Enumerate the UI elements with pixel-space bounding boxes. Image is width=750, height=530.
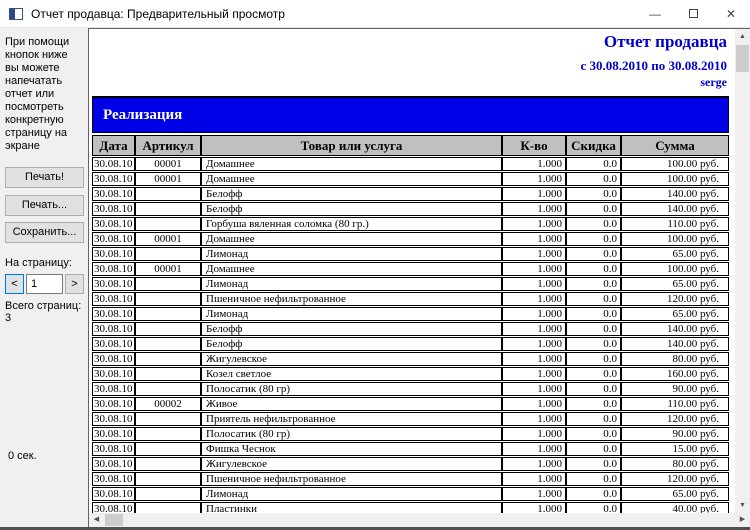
cell-product: Жигулевское bbox=[201, 457, 502, 471]
cell-sku: 00001 bbox=[135, 157, 201, 171]
table-row bbox=[92, 367, 729, 381]
page-nav-label: На страницу: bbox=[5, 257, 72, 269]
cell-sum: 65.00 руб. bbox=[621, 277, 729, 291]
cell-discount: 0.0 bbox=[566, 322, 621, 336]
cell-sku bbox=[135, 367, 201, 381]
table-row bbox=[92, 397, 729, 411]
cell-discount: 0.0 bbox=[566, 487, 621, 501]
scroll-right-icon[interactable]: ▶ bbox=[739, 516, 746, 523]
table-row bbox=[92, 172, 729, 186]
title-bar bbox=[0, 0, 750, 28]
table-row bbox=[92, 157, 729, 171]
cell-date: 30.08.10 bbox=[92, 292, 135, 306]
cell-date: 30.08.10 bbox=[92, 412, 135, 426]
table-row bbox=[92, 217, 729, 231]
table-row bbox=[92, 487, 729, 501]
table-header-row bbox=[92, 135, 729, 156]
cell-sku: 00001 bbox=[135, 262, 201, 276]
cell-product: Пшеничное нефильтрованное bbox=[201, 292, 502, 306]
cell-date: 30.08.10 bbox=[92, 427, 135, 441]
report-user: serge bbox=[700, 75, 727, 89]
cell-product: Козел светлое bbox=[201, 367, 502, 381]
close-button[interactable]: ✕ bbox=[725, 6, 737, 21]
preview-panel bbox=[88, 28, 750, 527]
cell-sum: 100.00 руб. bbox=[621, 172, 729, 186]
cell-discount: 0.0 bbox=[566, 157, 621, 171]
report-table bbox=[92, 134, 729, 513]
cell-date: 30.08.10 bbox=[92, 232, 135, 246]
cell-date: 30.08.10 bbox=[92, 217, 135, 231]
next-page-button[interactable]: > bbox=[65, 274, 84, 294]
header-qty: К-во bbox=[502, 135, 566, 156]
cell-date: 30.08.10 bbox=[92, 367, 135, 381]
table-row bbox=[92, 262, 729, 276]
table-row bbox=[92, 277, 729, 291]
report-title: Отчет продавца bbox=[603, 32, 727, 51]
table-row bbox=[92, 202, 729, 216]
cell-discount: 0.0 bbox=[566, 412, 621, 426]
cell-discount: 0.0 bbox=[566, 472, 621, 486]
elapsed-time-label: 0 сек. bbox=[8, 450, 37, 462]
cell-sum: 100.00 руб. bbox=[621, 262, 729, 276]
minimize-button[interactable]: — bbox=[649, 6, 661, 21]
cell-date: 30.08.10 bbox=[92, 442, 135, 456]
cell-sku bbox=[135, 187, 201, 201]
cell-discount: 0.0 bbox=[566, 292, 621, 306]
report-period: с 30.08.2010 по 30.08.2010 bbox=[580, 58, 727, 73]
cell-qty: 1.000 bbox=[502, 232, 566, 246]
table-row bbox=[92, 247, 729, 261]
cell-date: 30.08.10 bbox=[92, 277, 135, 291]
cell-sum: 65.00 руб. bbox=[621, 307, 729, 321]
cell-qty: 1.000 bbox=[502, 382, 566, 396]
page-nav bbox=[5, 274, 84, 294]
cell-sku bbox=[135, 412, 201, 426]
table-row bbox=[92, 232, 729, 246]
cell-qty: 1.000 bbox=[502, 217, 566, 231]
cell-discount: 0.0 bbox=[566, 397, 621, 411]
print-dialog-button[interactable]: Печать... bbox=[5, 195, 84, 216]
maximize-button[interactable] bbox=[674, 0, 712, 28]
cell-sku bbox=[135, 502, 201, 513]
cell-date: 30.08.10 bbox=[92, 247, 135, 261]
cell-sku bbox=[135, 427, 201, 441]
vertical-scroll-thumb[interactable] bbox=[736, 45, 749, 72]
cell-date: 30.08.10 bbox=[92, 352, 135, 366]
scroll-left-icon[interactable]: ◀ bbox=[93, 516, 100, 523]
cell-qty: 1.000 bbox=[502, 202, 566, 216]
cell-discount: 0.0 bbox=[566, 172, 621, 186]
cell-product: Горбуша вяленная соломка (80 гр.) bbox=[201, 217, 502, 231]
instructions-text: При помощи кнопок ниже вы можете напечатать отчет или посмотреть конкретную страницу на экране bbox=[5, 36, 70, 152]
page-number-input[interactable] bbox=[26, 274, 63, 294]
cell-sum: 140.00 руб. bbox=[621, 202, 729, 216]
cell-sum: 65.00 руб. bbox=[621, 487, 729, 501]
cell-date: 30.08.10 bbox=[92, 502, 135, 513]
cell-sum: 15.00 руб. bbox=[621, 442, 729, 456]
cell-sum: 140.00 руб. bbox=[621, 322, 729, 336]
cell-sum: 100.00 руб. bbox=[621, 232, 729, 246]
cell-sku: 00001 bbox=[135, 172, 201, 186]
header-sku: Артикул bbox=[135, 135, 201, 156]
cell-discount: 0.0 bbox=[566, 307, 621, 321]
cell-discount: 0.0 bbox=[566, 337, 621, 351]
header-sum: Сумма bbox=[621, 135, 729, 156]
cell-product: Живое bbox=[201, 397, 502, 411]
cell-date: 30.08.10 bbox=[92, 337, 135, 351]
cell-sum: 140.00 руб. bbox=[621, 187, 729, 201]
cell-product: Домашнее bbox=[201, 172, 502, 186]
table-row bbox=[92, 502, 729, 513]
cell-product: Жигулевское bbox=[201, 352, 502, 366]
cell-date: 30.08.10 bbox=[92, 202, 135, 216]
table-row bbox=[92, 292, 729, 306]
cell-discount: 0.0 bbox=[566, 442, 621, 456]
cell-sum: 120.00 руб. bbox=[621, 292, 729, 306]
cell-product: Полосатик (80 гр) bbox=[201, 427, 502, 441]
cell-discount: 0.0 bbox=[566, 382, 621, 396]
table-row bbox=[92, 442, 729, 456]
cell-sku bbox=[135, 217, 201, 231]
cell-date: 30.08.10 bbox=[92, 472, 135, 486]
cell-product: Домашнее bbox=[201, 262, 502, 276]
save-button[interactable]: Сохранить... bbox=[5, 222, 84, 243]
report-table-body bbox=[92, 157, 729, 513]
cell-date: 30.08.10 bbox=[92, 172, 135, 186]
cell-date: 30.08.10 bbox=[92, 187, 135, 201]
cell-qty: 1.000 bbox=[502, 472, 566, 486]
maximize-icon bbox=[689, 9, 698, 18]
cell-sku bbox=[135, 457, 201, 471]
table-row bbox=[92, 352, 729, 366]
cell-product: Пластинки bbox=[201, 502, 502, 513]
cell-product: Пшеничное нефильтрованное bbox=[201, 472, 502, 486]
prev-page-button[interactable]: < bbox=[5, 274, 24, 294]
cell-qty: 1.000 bbox=[502, 457, 566, 471]
cell-sku bbox=[135, 202, 201, 216]
report-page bbox=[89, 29, 735, 513]
cell-qty: 1.000 bbox=[502, 292, 566, 306]
cell-sum: 110.00 руб. bbox=[621, 217, 729, 231]
cell-sum: 65.00 руб. bbox=[621, 247, 729, 261]
table-row bbox=[92, 187, 729, 201]
cell-sum: 40.00 руб. bbox=[621, 502, 729, 513]
cell-product: Белофф bbox=[201, 202, 502, 216]
table-row bbox=[92, 457, 729, 471]
table-row bbox=[92, 427, 729, 441]
header-discount: Скидка bbox=[566, 135, 621, 156]
cell-sum: 160.00 руб. bbox=[621, 367, 729, 381]
print-now-button[interactable]: Печать! bbox=[5, 167, 84, 188]
cell-sum: 100.00 руб. bbox=[621, 157, 729, 171]
cell-sku bbox=[135, 247, 201, 261]
table-row bbox=[92, 472, 729, 486]
cell-product: Приятель нефильтрованное bbox=[201, 412, 502, 426]
cell-sku bbox=[135, 307, 201, 321]
cell-sku bbox=[135, 322, 201, 336]
table-row bbox=[92, 337, 729, 351]
vertical-scrollbar[interactable] bbox=[735, 29, 750, 513]
cell-qty: 1.000 bbox=[502, 247, 566, 261]
cell-sum: 110.00 руб. bbox=[621, 397, 729, 411]
cell-product: Домашнее bbox=[201, 232, 502, 246]
cell-discount: 0.0 bbox=[566, 217, 621, 231]
cell-sum: 80.00 руб. bbox=[621, 352, 729, 366]
cell-qty: 1.000 bbox=[502, 337, 566, 351]
cell-discount: 0.0 bbox=[566, 427, 621, 441]
cell-product: Лимонад bbox=[201, 247, 502, 261]
app-icon bbox=[9, 8, 23, 20]
cell-product: Фишка Чеснок bbox=[201, 442, 502, 456]
cell-sku bbox=[135, 337, 201, 351]
cell-qty: 1.000 bbox=[502, 262, 566, 276]
cell-sku: 00002 bbox=[135, 397, 201, 411]
cell-discount: 0.0 bbox=[566, 247, 621, 261]
cell-discount: 0.0 bbox=[566, 202, 621, 216]
cell-date: 30.08.10 bbox=[92, 457, 135, 471]
cell-qty: 1.000 bbox=[502, 187, 566, 201]
cell-product: Лимонад bbox=[201, 307, 502, 321]
cell-sku bbox=[135, 487, 201, 501]
cell-qty: 1.000 bbox=[502, 307, 566, 321]
cell-qty: 1.000 bbox=[502, 412, 566, 426]
cell-sku bbox=[135, 442, 201, 456]
scroll-up-icon[interactable]: ▲ bbox=[739, 33, 746, 40]
horizontal-scroll-thumb[interactable] bbox=[105, 514, 123, 526]
cell-qty: 1.000 bbox=[502, 277, 566, 291]
cell-product: Лимонад bbox=[201, 277, 502, 291]
cell-sum: 80.00 руб. bbox=[621, 457, 729, 471]
table-row bbox=[92, 322, 729, 336]
total-pages-label: Всего страниц: 3 bbox=[5, 300, 82, 324]
cell-qty: 1.000 bbox=[502, 172, 566, 186]
cell-qty: 1.000 bbox=[502, 427, 566, 441]
section-banner: Реализация bbox=[92, 96, 729, 133]
cell-product: Белофф bbox=[201, 322, 502, 336]
cell-discount: 0.0 bbox=[566, 457, 621, 471]
cell-qty: 1.000 bbox=[502, 157, 566, 171]
cell-sku bbox=[135, 277, 201, 291]
cell-sku bbox=[135, 382, 201, 396]
cell-product: Белофф bbox=[201, 187, 502, 201]
cell-discount: 0.0 bbox=[566, 262, 621, 276]
cell-sum: 140.00 руб. bbox=[621, 337, 729, 351]
cell-sku bbox=[135, 352, 201, 366]
window-title: Отчет продавца: Предварительный просмотр bbox=[31, 6, 285, 21]
cell-qty: 1.000 bbox=[502, 502, 566, 513]
sidebar bbox=[0, 28, 88, 527]
cell-date: 30.08.10 bbox=[92, 157, 135, 171]
table-row bbox=[92, 382, 729, 396]
cell-sum: 120.00 руб. bbox=[621, 472, 729, 486]
cell-sum: 120.00 руб. bbox=[621, 412, 729, 426]
cell-product: Домашнее bbox=[201, 157, 502, 171]
horizontal-scrollbar[interactable] bbox=[89, 513, 750, 527]
cell-date: 30.08.10 bbox=[92, 262, 135, 276]
cell-qty: 1.000 bbox=[502, 442, 566, 456]
cell-date: 30.08.10 bbox=[92, 487, 135, 501]
scroll-down-icon[interactable]: ▼ bbox=[739, 502, 746, 509]
table-row bbox=[92, 412, 729, 426]
cell-date: 30.08.10 bbox=[92, 382, 135, 396]
cell-date: 30.08.10 bbox=[92, 322, 135, 336]
cell-sku bbox=[135, 292, 201, 306]
table-row bbox=[92, 307, 729, 321]
cell-discount: 0.0 bbox=[566, 232, 621, 246]
header-product: Товар или услуга bbox=[201, 135, 502, 156]
cell-qty: 1.000 bbox=[502, 487, 566, 501]
cell-qty: 1.000 bbox=[502, 397, 566, 411]
cell-qty: 1.000 bbox=[502, 352, 566, 366]
cell-product: Белофф bbox=[201, 337, 502, 351]
header-date: Дата bbox=[92, 135, 135, 156]
cell-product: Полосатик (80 гр) bbox=[201, 382, 502, 396]
cell-sum: 90.00 руб. bbox=[621, 427, 729, 441]
cell-sku bbox=[135, 472, 201, 486]
cell-qty: 1.000 bbox=[502, 322, 566, 336]
cell-product: Лимонад bbox=[201, 487, 502, 501]
cell-discount: 0.0 bbox=[566, 367, 621, 381]
cell-date: 30.08.10 bbox=[92, 307, 135, 321]
cell-discount: 0.0 bbox=[566, 352, 621, 366]
cell-qty: 1.000 bbox=[502, 367, 566, 381]
cell-discount: 0.0 bbox=[566, 502, 621, 513]
cell-discount: 0.0 bbox=[566, 277, 621, 291]
cell-sum: 90.00 руб. bbox=[621, 382, 729, 396]
cell-sku: 00001 bbox=[135, 232, 201, 246]
cell-date: 30.08.10 bbox=[92, 397, 135, 411]
cell-discount: 0.0 bbox=[566, 187, 621, 201]
